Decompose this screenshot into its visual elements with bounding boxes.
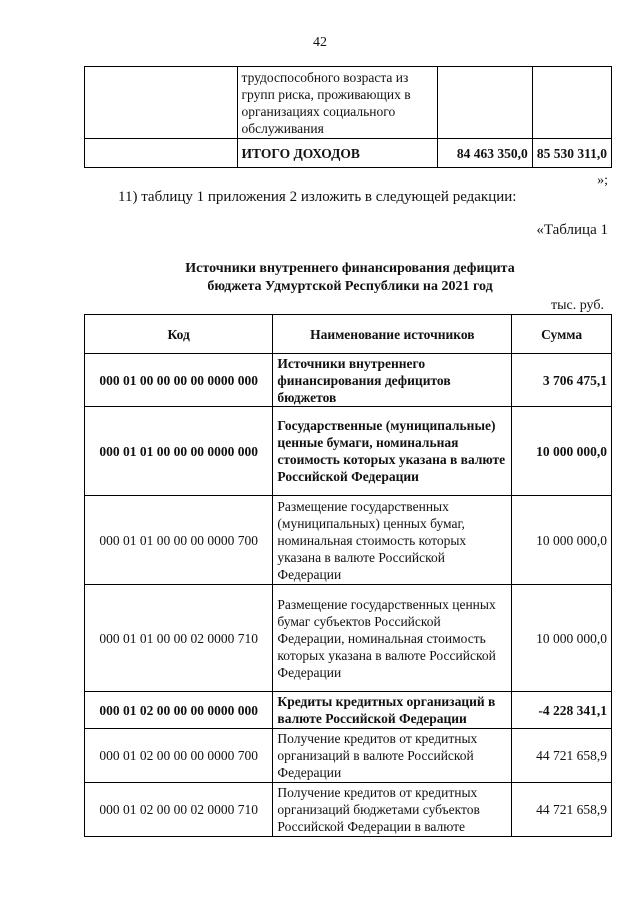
total-value: 85 530 311,0 [532, 139, 611, 168]
column-header-sum: Сумма [512, 315, 612, 354]
table-row [85, 585, 612, 692]
row-code: 000 01 02 00 00 00 0000 000 [85, 692, 273, 729]
table-cell [85, 139, 238, 168]
table-cell: трудоспособного возраста из групп риска, проживающих в организациях социального обслуживания [237, 67, 438, 139]
page-number: 42 [313, 35, 327, 50]
unit-label: тыс. руб. [551, 298, 604, 313]
total-label: ИТОГО ДОХОДОВ [237, 139, 438, 168]
row-name: Размещение государственных (муниципальных) ценных бумаг, номинальная стоимость которых указана в валюте Российской Федерации [273, 496, 512, 585]
table-row [85, 407, 612, 496]
table-row [85, 67, 612, 139]
row-sum: 3 706 475,1 [512, 354, 612, 407]
revenue-table-continuation [84, 66, 612, 168]
row-name: Источники внутреннего финансирования дефицитов бюджетов [273, 354, 512, 407]
row-name: Получение кредитов от кредитных организаций бюджетами субъектов Российской Федерации в валюте [273, 783, 512, 837]
row-sum: 10 000 000,0 [512, 496, 612, 585]
row-name: Размещение государственных ценных бумаг субъектов Российской Федерации, номинальная стоимость которых указана в валюте Российской Федерации [273, 585, 512, 692]
row-sum: 44 721 658,9 [512, 783, 612, 837]
table-row [85, 729, 612, 783]
table-heading [80, 260, 620, 296]
row-code: 000 01 01 00 00 02 0000 710 [85, 585, 273, 692]
row-name: Получение кредитов от кредитных организаций в валюте Российской Федерации [273, 729, 512, 783]
row-sum: 10 000 000,0 [512, 407, 612, 496]
row-name: Кредиты кредитных организаций в валюте Российской Федерации [273, 692, 512, 729]
total-value: 84 463 350,0 [438, 139, 533, 168]
row-code: 000 01 02 00 00 02 0000 710 [85, 783, 273, 837]
row-code: 000 01 01 00 00 00 0000 700 [85, 496, 273, 585]
row-code: 000 01 00 00 00 00 0000 000 [85, 354, 273, 407]
deficit-sources-table [84, 314, 612, 837]
row-name: Государственные (муниципальные) ценные бумаги, номинальная стоимость которых указана в валюте Российской Федерации [273, 407, 512, 496]
table-row [85, 354, 612, 407]
table-cell [85, 67, 238, 139]
column-header-name: Наименование источников [273, 315, 512, 354]
table-row [85, 692, 612, 729]
row-sum: 44 721 658,9 [512, 729, 612, 783]
table-row [85, 496, 612, 585]
row-sum: -4 228 341,1 [512, 692, 612, 729]
table-row [85, 783, 612, 837]
table-cell [532, 67, 611, 139]
row-code: 000 01 01 00 00 00 0000 000 [85, 407, 273, 496]
table-label: «Таблица 1 [536, 222, 608, 238]
table-cell [438, 67, 533, 139]
table-header-row [85, 315, 612, 354]
heading-line: Источники внутреннего финансирования дефицита [185, 261, 515, 276]
row-sum: 10 000 000,0 [512, 585, 612, 692]
row-code: 000 01 02 00 00 00 0000 700 [85, 729, 273, 783]
column-header-code: Код [85, 315, 273, 354]
instruction-text: 11) таблицу 1 приложения 2 изложить в следующей редакции: [118, 189, 517, 205]
closing-quote: »; [597, 173, 608, 188]
table-row [85, 139, 612, 168]
heading-line: бюджета Удмуртской Республики на 2021 год [207, 279, 493, 294]
